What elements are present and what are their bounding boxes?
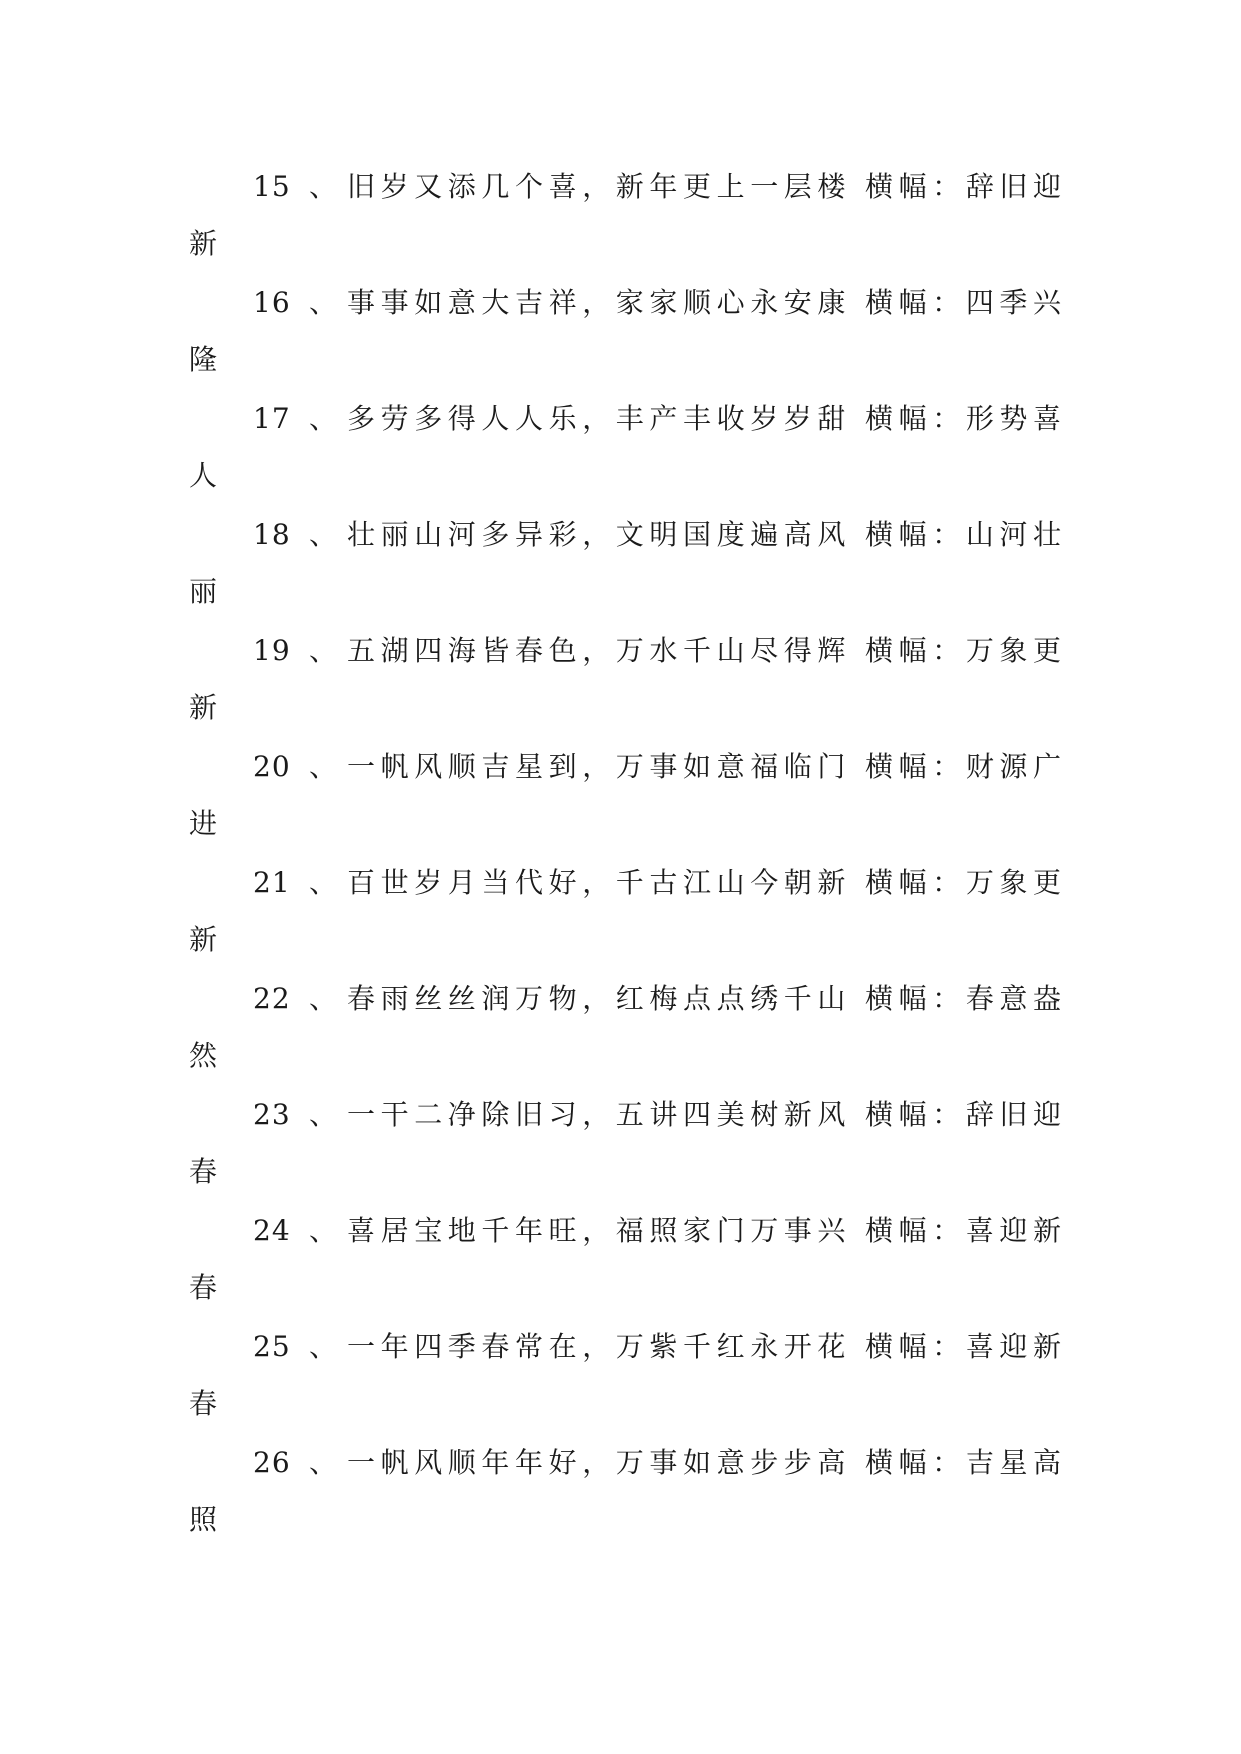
banner-text-head: 喜迎新 [965,1330,1067,1363]
banner-label: 横幅： [865,1446,966,1479]
entry-number: 25 [253,1330,291,1363]
banner-text-head: 辞旧迎 [965,1098,1067,1131]
banner-text-tail: 人 [189,459,218,492]
entry-number: 23 [253,1098,291,1131]
entry-separator: 、 [309,286,338,319]
entry-first-line [253,399,1067,439]
entry-separator: 、 [309,982,338,1015]
couplet-text: 喜居宝地千年旺，福照家门万事兴 [347,1214,852,1247]
entry-number: 15 [253,170,291,203]
entry-first-line [253,979,1067,1019]
couplet-text: 壮丽山河多异彩，文明国度遍高风 [347,518,852,551]
couplet-text: 一年四季春常在，万紫千红永开花 [347,1330,852,1363]
banner-text-tail: 进 [189,807,218,840]
couplet-entry-24 [0,1211,1241,1327]
couplet-text: 事事如意大吉祥，家家顺心永安康 [347,286,852,319]
entry-first-line [253,631,1067,671]
entry-number: 21 [253,866,291,899]
couplet-text: 一帆风顺吉星到，万事如意福临门 [347,750,852,783]
banner-label: 横幅： [865,402,966,435]
banner-text-head: 山河壮 [965,518,1067,551]
couplet-entry-21 [0,863,1241,979]
banner-text-head: 财源广 [965,750,1067,783]
couplet-text: 百世岁月当代好，千古江山今朝新 [347,866,852,899]
entry-number: 18 [253,518,291,551]
entry-number: 16 [253,286,291,319]
banner-text-head: 万象更 [965,866,1067,899]
couplet-entry-15 [0,167,1241,283]
banner-label: 横幅： [865,982,966,1015]
entry-number: 26 [253,1446,291,1479]
banner-text-tail: 春 [189,1387,218,1420]
banner-label: 横幅： [865,750,966,783]
entry-separator: 、 [309,750,338,783]
couplet-entry-22 [0,979,1241,1095]
entry-separator: 、 [309,1330,338,1363]
couplet-text: 春雨丝丝润万物，红梅点点绣千山 [347,982,852,1015]
banner-text-tail: 隆 [189,343,218,376]
banner-label: 横幅： [865,1330,966,1363]
couplet-entry-20 [0,747,1241,863]
entry-first-line [253,515,1067,555]
banner-label: 横幅： [865,1098,966,1131]
entry-first-line [253,863,1067,903]
banner-text-head: 吉星高 [965,1446,1067,1479]
entry-first-line [253,1327,1067,1367]
entry-first-line [253,1443,1067,1483]
entry-number: 20 [253,750,291,783]
banner-text-tail: 春 [189,1271,218,1304]
entry-number: 17 [253,402,291,435]
banner-text-tail: 丽 [189,575,218,608]
couplet-text: 一帆风顺年年好，万事如意步步高 [347,1446,852,1479]
banner-text-head: 辞旧迎 [965,170,1067,203]
entry-first-line [253,747,1067,787]
banner-label: 横幅： [865,634,966,667]
banner-label: 横幅： [865,1214,966,1247]
entry-first-line [253,167,1067,207]
entry-first-line [253,283,1067,323]
banner-label: 横幅： [865,170,966,203]
couplet-text: 旧岁又添几个喜，新年更上一层楼 [347,170,852,203]
entry-number: 22 [253,982,291,1015]
couplet-entry-26 [0,1443,1241,1559]
banner-text-head: 春意盎 [965,982,1067,1015]
entry-number: 19 [253,634,291,667]
banner-label: 横幅： [865,866,966,899]
couplet-text: 一干二净除旧习，五讲四美树新风 [347,1098,852,1131]
entry-separator: 、 [309,1098,338,1131]
couplet-entry-17 [0,399,1241,515]
banner-text-tail: 新 [189,923,218,956]
couplet-entry-25 [0,1327,1241,1443]
couplet-text: 五湖四海皆春色，万水千山尽得辉 [347,634,852,667]
entry-separator: 、 [309,1446,338,1479]
entry-number: 24 [253,1214,291,1247]
entry-separator: 、 [309,170,338,203]
entry-separator: 、 [309,1214,338,1247]
banner-text-tail: 然 [189,1039,218,1072]
couplet-text: 多劳多得人人乐，丰产丰收岁岁甜 [347,402,852,435]
couplet-entry-19 [0,631,1241,747]
entry-separator: 、 [309,866,338,899]
couplet-entry-23 [0,1095,1241,1211]
banner-text-tail: 春 [189,1155,218,1188]
entry-separator: 、 [309,634,338,667]
banner-text-head: 四季兴 [965,286,1067,319]
banner-label: 横幅： [865,286,966,319]
banner-text-head: 万象更 [965,634,1067,667]
banner-text-head: 喜迎新 [965,1214,1067,1247]
entry-first-line [253,1095,1067,1135]
entry-separator: 、 [309,402,338,435]
entry-first-line [253,1211,1067,1251]
banner-text-tail: 新 [189,227,218,260]
couplet-entry-18 [0,515,1241,631]
couplet-entry-16 [0,283,1241,399]
banner-label: 横幅： [865,518,966,551]
entry-separator: 、 [309,518,338,551]
banner-text-head: 形势喜 [965,402,1067,435]
banner-text-tail: 照 [189,1503,218,1536]
banner-text-tail: 新 [189,691,218,724]
